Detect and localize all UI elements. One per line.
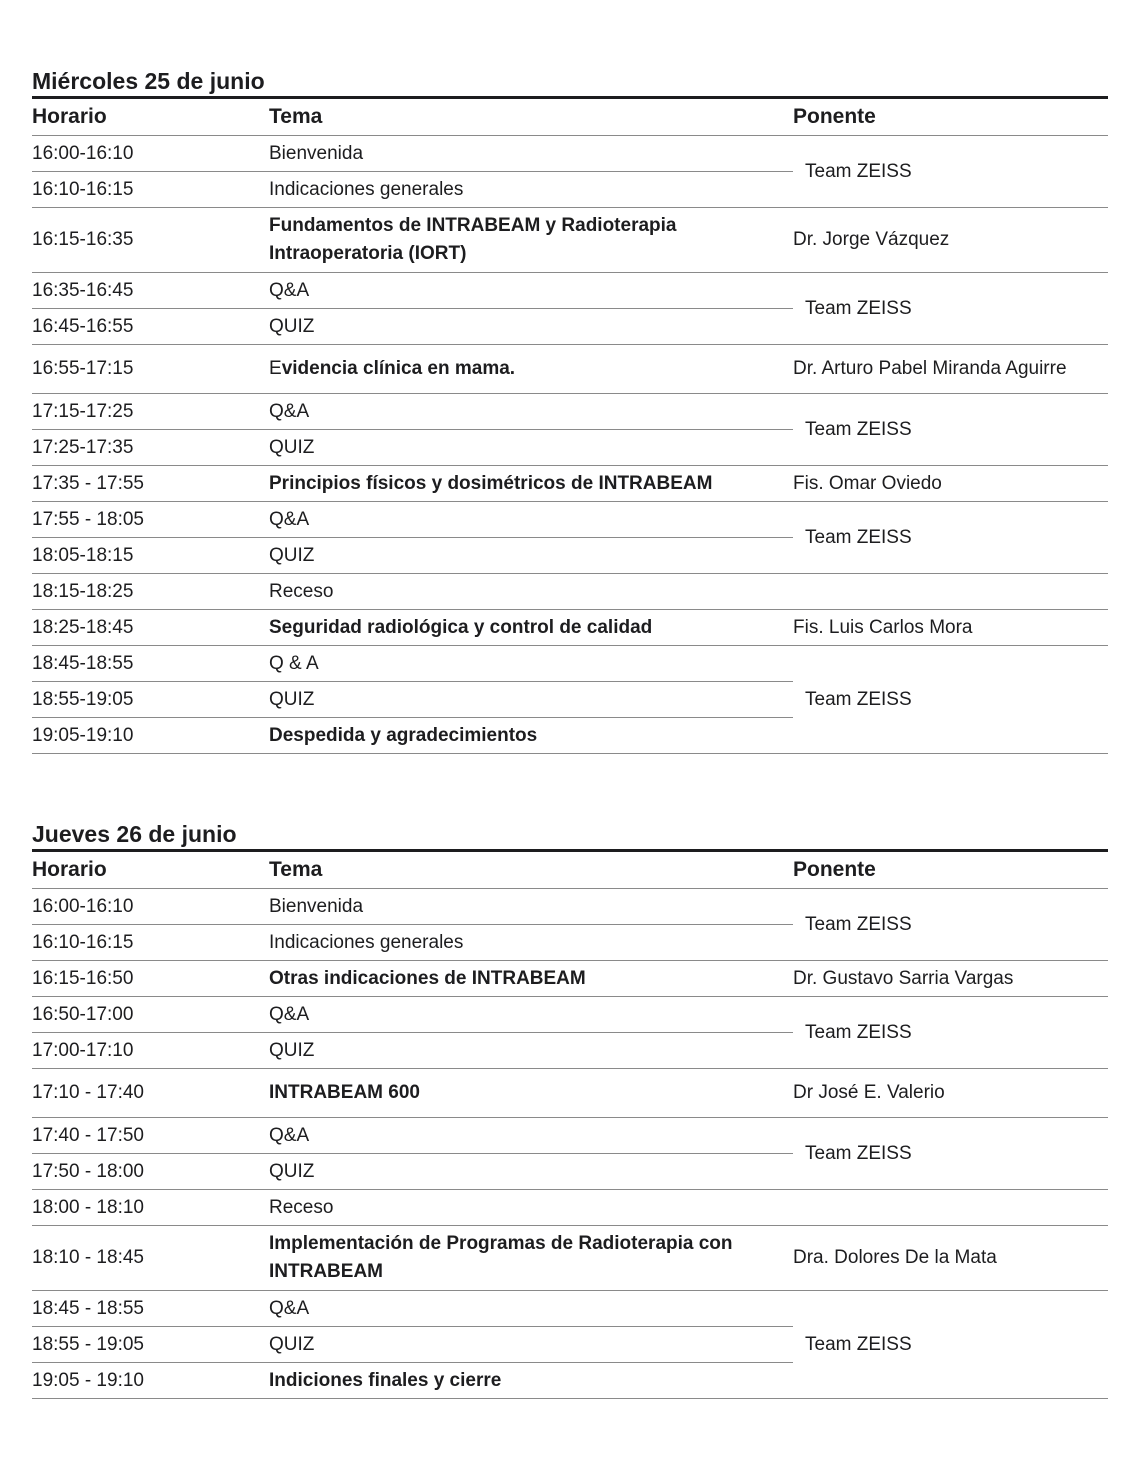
schedule-table bbox=[32, 852, 1108, 1399]
topic-cell: Indicaciones generales bbox=[269, 925, 793, 961]
speaker-cell bbox=[793, 574, 1108, 610]
time-cell: 18:00 - 18:10 bbox=[32, 1190, 269, 1226]
time-cell: 16:00-16:10 bbox=[32, 889, 269, 925]
table-row bbox=[32, 466, 1108, 502]
topic-cell: Q&A bbox=[269, 502, 793, 538]
table-row bbox=[32, 610, 1108, 646]
day-2-section bbox=[32, 819, 1108, 1399]
topic-cell: Fundamentos de INTRABEAM y Radioterapia Intraoperatoria (IORT) bbox=[269, 208, 793, 273]
table-row bbox=[32, 1291, 1108, 1327]
speaker-cell: Team ZEISS bbox=[793, 1118, 1108, 1190]
topic-cell: Despedida y agradecimientos bbox=[269, 718, 793, 754]
speaker-cell: Dr. Arturo Pabel Miranda Aguirre bbox=[793, 345, 1108, 394]
table-row bbox=[32, 502, 1108, 538]
table-row bbox=[32, 1190, 1108, 1226]
speaker-cell: Team ZEISS bbox=[793, 997, 1108, 1069]
topic-cell: Otras indicaciones de INTRABEAM bbox=[269, 961, 793, 997]
topic-rest: videncia clínica en mama. bbox=[281, 358, 516, 379]
time-cell: 18:10 - 18:45 bbox=[32, 1226, 269, 1291]
speaker-cell: Team ZEISS bbox=[793, 273, 1108, 345]
speaker-cell bbox=[793, 1190, 1108, 1226]
table-row bbox=[32, 394, 1108, 430]
speaker-cell: Fis. Luis Carlos Mora bbox=[793, 610, 1108, 646]
topic-cell: Q&A bbox=[269, 997, 793, 1033]
time-cell: 18:45-18:55 bbox=[32, 646, 269, 682]
topic-cell: QUIZ bbox=[269, 1327, 793, 1363]
topic-cell: Indiciones finales y cierre bbox=[269, 1363, 793, 1399]
time-cell: 17:00-17:10 bbox=[32, 1033, 269, 1069]
time-cell: 16:50-17:00 bbox=[32, 997, 269, 1033]
speaker-cell: Team ZEISS bbox=[793, 646, 1108, 754]
table-row bbox=[32, 136, 1108, 172]
header-time: Horario bbox=[32, 852, 269, 889]
topic-cell: QUIZ bbox=[269, 682, 793, 718]
table-row bbox=[32, 208, 1108, 273]
time-cell: 16:15-16:35 bbox=[32, 208, 269, 273]
time-cell: 18:55 - 19:05 bbox=[32, 1327, 269, 1363]
day-1-section bbox=[32, 66, 1108, 754]
table-row bbox=[32, 574, 1108, 610]
table-row bbox=[32, 1118, 1108, 1154]
speaker-cell: Team ZEISS bbox=[793, 136, 1108, 208]
table-row bbox=[32, 997, 1108, 1033]
table-row bbox=[32, 1226, 1108, 1291]
topic-cell: INTRABEAM 600 bbox=[269, 1069, 793, 1118]
header-time: Horario bbox=[32, 99, 269, 136]
day-title: Jueves 26 de junio bbox=[32, 819, 1108, 852]
speaker-cell: Dr. Gustavo Sarria Vargas bbox=[793, 961, 1108, 997]
topic-cell: Principios físicos y dosimétricos de INTRABEAM bbox=[269, 466, 793, 502]
speaker-cell: Team ZEISS bbox=[793, 889, 1108, 961]
time-cell: 16:15-16:50 bbox=[32, 961, 269, 997]
topic-cell: QUIZ bbox=[269, 430, 793, 466]
time-cell: 16:45-16:55 bbox=[32, 309, 269, 345]
time-cell: 19:05 - 19:10 bbox=[32, 1363, 269, 1399]
header-topic: Tema bbox=[269, 99, 793, 136]
time-cell: 16:55-17:15 bbox=[32, 345, 269, 394]
topic-cell: Q & A bbox=[269, 646, 793, 682]
schedule-table bbox=[32, 99, 1108, 754]
topic-cell: QUIZ bbox=[269, 309, 793, 345]
time-cell: 17:55 - 18:05 bbox=[32, 502, 269, 538]
time-cell: 18:25-18:45 bbox=[32, 610, 269, 646]
topic-cell: Q&A bbox=[269, 394, 793, 430]
header-speaker: Ponente bbox=[793, 852, 1108, 889]
table-row bbox=[32, 273, 1108, 309]
topic-cell: QUIZ bbox=[269, 538, 793, 574]
speaker-cell: Dr José E. Valerio bbox=[793, 1069, 1108, 1118]
table-row bbox=[32, 889, 1108, 925]
topic-cell bbox=[269, 345, 793, 394]
time-cell: 17:25-17:35 bbox=[32, 430, 269, 466]
topic-cell: Seguridad radiológica y control de calidad bbox=[269, 610, 793, 646]
topic-cell: Receso bbox=[269, 1190, 793, 1226]
time-cell: 16:35-16:45 bbox=[32, 273, 269, 309]
topic-cell: Q&A bbox=[269, 273, 793, 309]
topic-cell: QUIZ bbox=[269, 1033, 793, 1069]
time-cell: 17:15-17:25 bbox=[32, 394, 269, 430]
time-cell: 16:00-16:10 bbox=[32, 136, 269, 172]
table-row bbox=[32, 1069, 1108, 1118]
time-cell: 19:05-19:10 bbox=[32, 718, 269, 754]
speaker-cell: Dr. Jorge Vázquez bbox=[793, 208, 1108, 273]
topic-cell: Bienvenida bbox=[269, 889, 793, 925]
table-row bbox=[32, 646, 1108, 682]
table-row bbox=[32, 345, 1108, 394]
time-cell: 18:15-18:25 bbox=[32, 574, 269, 610]
speaker-cell: Fis. Omar Oviedo bbox=[793, 466, 1108, 502]
header-topic: Tema bbox=[269, 852, 793, 889]
day-title: Miércoles 25 de junio bbox=[32, 66, 1108, 99]
speaker-cell: Dra. Dolores De la Mata bbox=[793, 1226, 1108, 1291]
topic-cell: Q&A bbox=[269, 1291, 793, 1327]
table-header-row bbox=[32, 852, 1108, 889]
topic-cell: Receso bbox=[269, 574, 793, 610]
time-cell: 17:40 - 17:50 bbox=[32, 1118, 269, 1154]
time-cell: 17:50 - 18:00 bbox=[32, 1154, 269, 1190]
speaker-cell: Team ZEISS bbox=[793, 1291, 1108, 1399]
topic-initial: E bbox=[269, 358, 282, 379]
table-header-row bbox=[32, 99, 1108, 136]
topic-cell: QUIZ bbox=[269, 1154, 793, 1190]
topic-cell: Implementación de Programas de Radioterapia con INTRABEAM bbox=[269, 1226, 793, 1291]
time-cell: 18:45 - 18:55 bbox=[32, 1291, 269, 1327]
table-row bbox=[32, 961, 1108, 997]
topic-cell: Q&A bbox=[269, 1118, 793, 1154]
time-cell: 18:55-19:05 bbox=[32, 682, 269, 718]
time-cell: 17:10 - 17:40 bbox=[32, 1069, 269, 1118]
time-cell: 16:10-16:15 bbox=[32, 925, 269, 961]
header-speaker: Ponente bbox=[793, 99, 1108, 136]
topic-cell: Indicaciones generales bbox=[269, 172, 793, 208]
speaker-cell: Team ZEISS bbox=[793, 502, 1108, 574]
topic-cell: Bienvenida bbox=[269, 136, 793, 172]
time-cell: 17:35 - 17:55 bbox=[32, 466, 269, 502]
time-cell: 18:05-18:15 bbox=[32, 538, 269, 574]
speaker-cell: Team ZEISS bbox=[793, 394, 1108, 466]
time-cell: 16:10-16:15 bbox=[32, 172, 269, 208]
